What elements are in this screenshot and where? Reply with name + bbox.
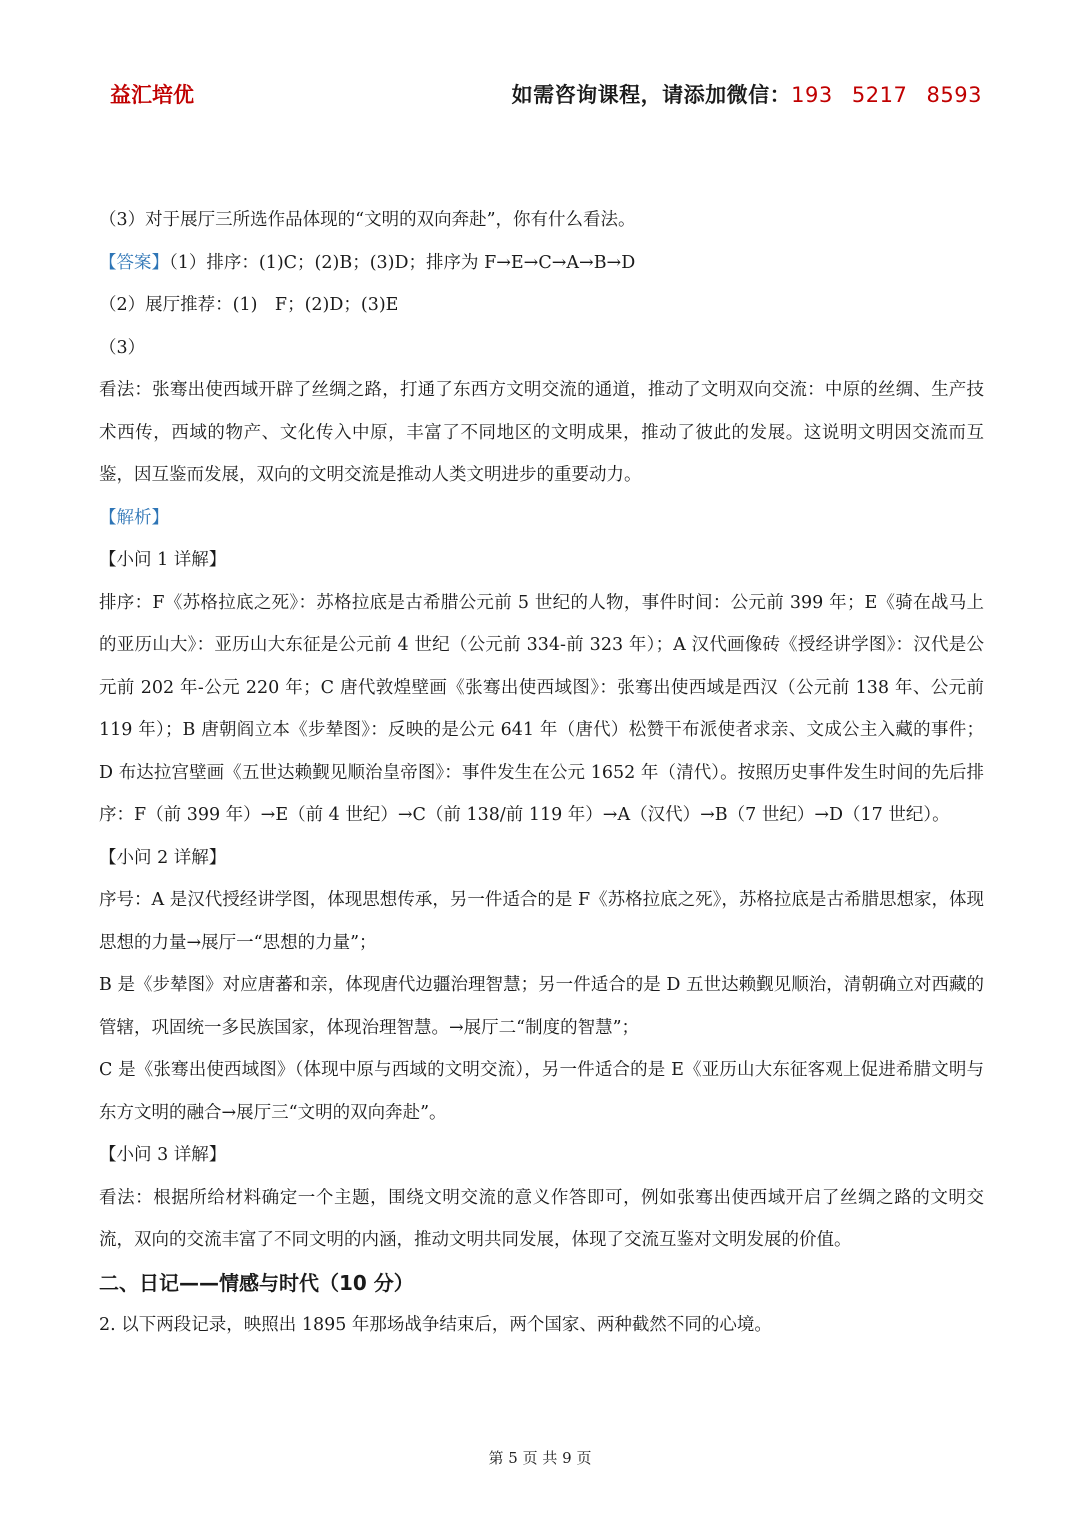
sub-question-2-text-3: C 是《张骞出使西域图》（体现中原与西域的文明交流），另一件适合的是 E《亚历山大东征客观上促进希腊文明与东方文明的融合→展厅三“文明的双向奔赴”。	[99, 1060, 984, 1123]
answer-3-paragraph	[99, 369, 984, 497]
page-header	[110, 76, 982, 112]
answer-3-text: 看法：张骞出使西域开辟了丝绸之路，打通了东西方文明交流的通道，推动了文明双向交流：中原的丝绸、生产技术西传，西域的物产、文化传入中原，丰富了不同地区的文明成果，推动了彼此的发展。这说明文明因交流而互鉴，因互鉴而发展，双向的文明交流是推动人类文明进步的重要动力。	[99, 380, 984, 485]
sub-question-1-paragraph	[99, 582, 984, 837]
sub-question-2-title: 【小问 2 详解】	[99, 847, 227, 868]
section-2-heading: 二、日记——情感与时代（10 分）	[99, 1270, 414, 1295]
contact-label: 如需咨询课程，请添加微信：	[511, 83, 792, 107]
answer-line-3-label: （3）	[99, 337, 146, 358]
sub-question-1-title: 【小问 1 详解】	[99, 550, 227, 570]
answer-line-2: （2）展厅推荐：(1) F；(2)D；(3)E	[99, 295, 399, 315]
question-3-prompt: （3）对于展厅三所选作品体现的“文明的双向奔赴”，你有什么看法。	[99, 210, 636, 230]
sub-question-3-text: 看法：根据所给材料确定一个主题，围绕文明交流的意义作答即可，例如张骞出使西域开启了丝绸之路的文明交流，双向的交流丰富了不同文明的内涵，推动文明共同发展，体现了交流互鉴对文明发展的价值。	[99, 1187, 984, 1250]
contact-phone: 193 5217 8593	[791, 83, 982, 107]
sub-question-2-text-2: B 是《步辇图》对应唐蕃和亲，体现唐代边疆治理智慧；另一件适合的是 D 五世达赖觐见顺治，清朝确立对西藏的管辖，巩固统一多民族国家，体现治理智慧。→展厅二“制度的智慧”；	[99, 975, 984, 1038]
answer-line-1	[99, 242, 984, 285]
sub-question-2-paragraph	[99, 879, 984, 1134]
page-number: 第 5 页 共 9 页	[488, 1449, 592, 1467]
answer-tag: 【答案】	[99, 252, 169, 273]
sub-question-3-title: 【小问 3 详解】	[99, 1145, 227, 1165]
sub-question-3-paragraph	[99, 1177, 984, 1262]
sub-question-1-text: 排序：F《苏格拉底之死》：苏格拉底是古希腊公元前 5 世纪的人物，事件时间：公元前 399 年；E《骑在战马上的亚历山大》：亚历山大东征是公元前 4 世纪（公元前 334-前 323 年）；A 汉代画像砖《授经讲学图》：汉代是公元前 202 年-公元 220 年；C 唐代敦煌壁画《张骞出使西域图》：张骞出使西域是西汉（公元前 138 年、公元前 119 年）；B 唐朝阎立本《步辇图》：反映的是公元 641 年（唐代）松赞干布派使者求亲、文成公主入藏的事件；D 布达拉宫壁画《五世达赖觐见顺治皇帝图》：事件发生在公元 1652 年（清代）。按照历史事件发生时间的先后排序：F（前 399 年）→E（前 4 世纪）→C（前 138/前 119 年）→A（汉代）→B（7 世纪）→D（17 世纪）。	[99, 592, 984, 825]
document-body	[99, 199, 984, 1346]
brand-name: 益汇培优	[110, 83, 194, 107]
question-2-text: 2. 以下两段记录，映照出 1895 年那场战争结束后，两个国家、两种截然不同的心境。	[99, 1314, 772, 1335]
contact-info	[512, 79, 982, 109]
answer-1-text: （1）排序：(1)C；(2)B；(3)D；排序为 F→E→C→A→B→D	[169, 252, 636, 273]
analysis-tag: 【解析】	[99, 507, 169, 528]
sub-question-2-text-1: 序号：A 是汉代授经讲学图，体现思想传承，另一件适合的是 F《苏格拉底之死》，苏格拉底是古希腊思想家，体现思想的力量→展厅一“思想的力量”；	[99, 890, 984, 953]
